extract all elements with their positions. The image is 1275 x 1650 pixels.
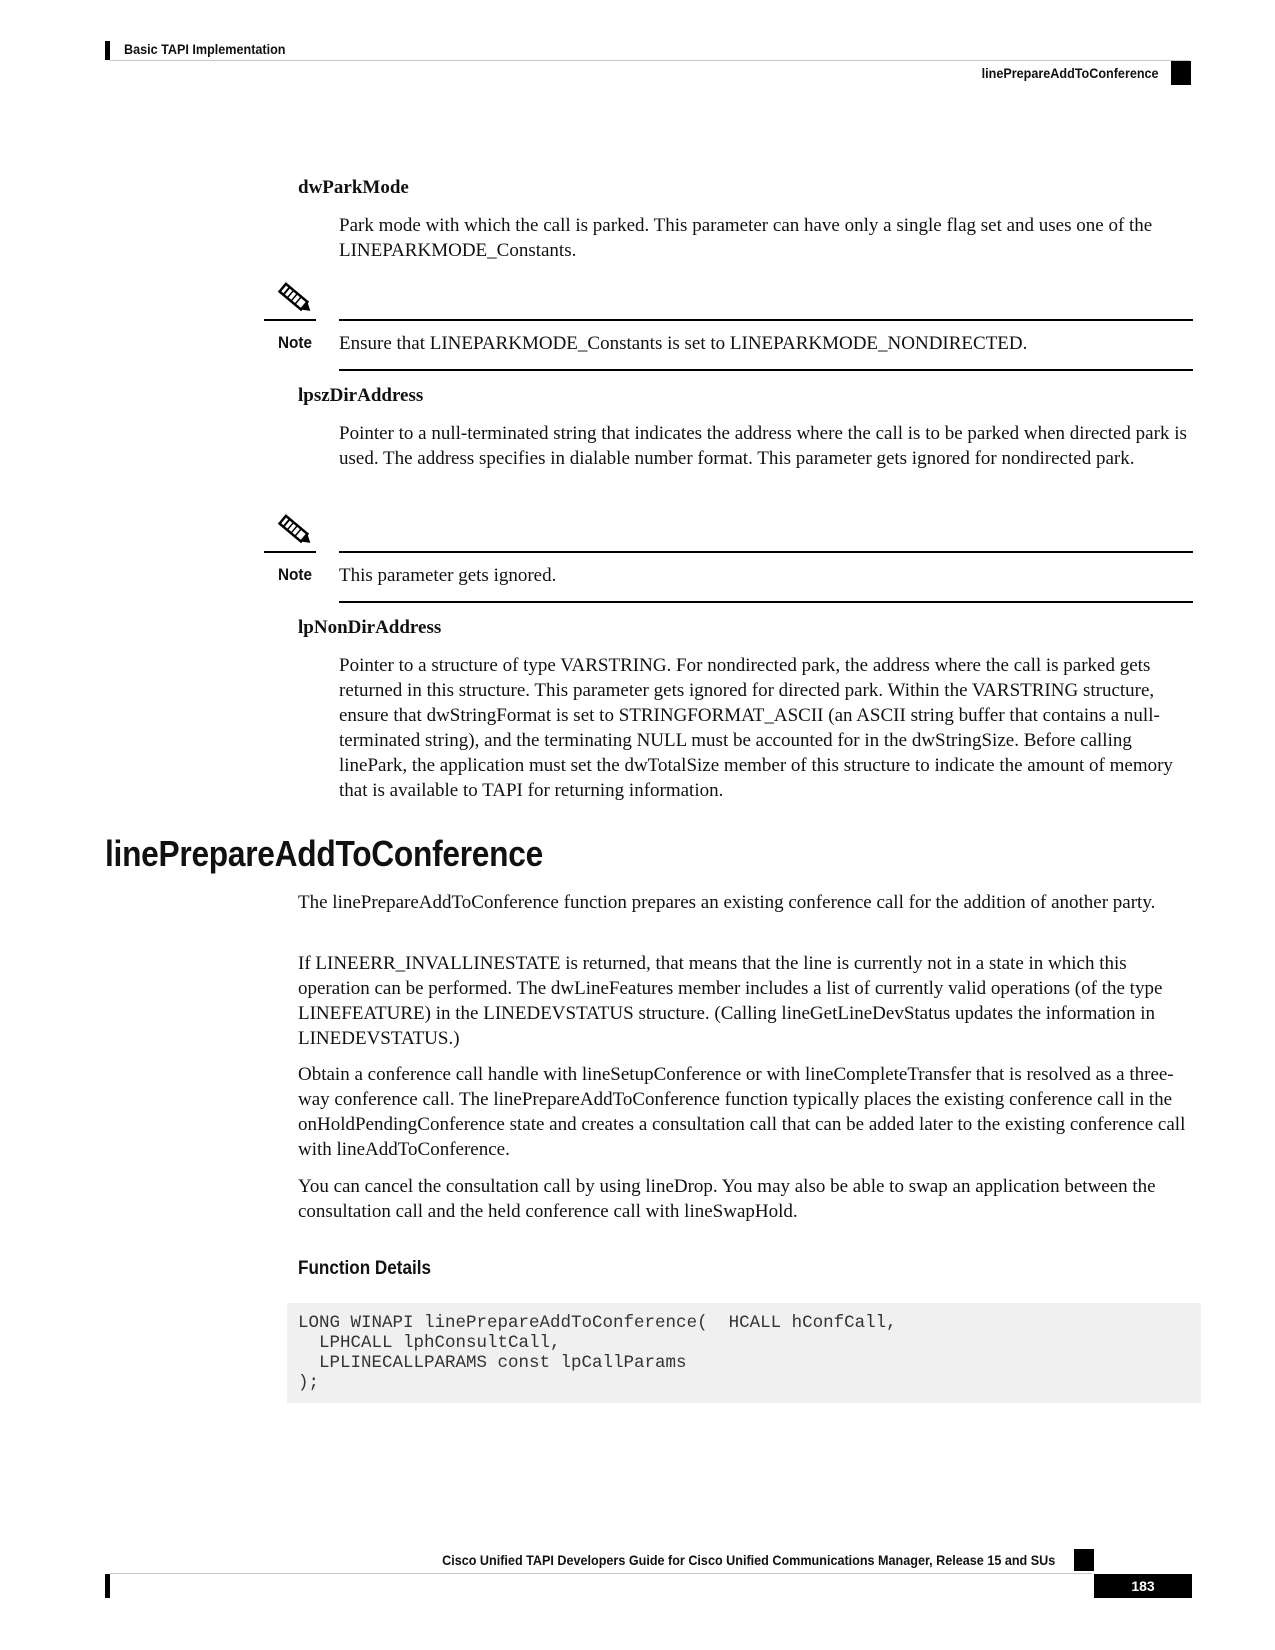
section-paragraph: If LINEERR_INVALLINESTATE is returned, that means that the line is currently not in a state in which this operation can be performed. The dwLineFeatures member includes a list of currently valid operations (of the type LINEFEATURE) in the LINEDEVSTATUS structure. (Calling lineGetLineDevStatus updates the information in LINEDEVSTATUS.) [298,953,1163,1049]
note-text: Ensure that LINEPARKMODE_Constants is set to LINEPARKMODE_NONDIRECTED. [339,333,1028,354]
footer-marker-block [1074,1549,1094,1571]
section-paragraph: Obtain a conference call handle with lineSetupConference or with lineCompleteTransfer that is resolved as a three-way conference call. The linePrepareAddToConference function typically places the existing conference call in the onHoldPendingConference state and creates a consultation call that can be added later to the existing conference call with lineAddToConference. [298,1064,1186,1160]
pencil-note-icon [273,510,317,550]
code-text: LONG WINAPI linePrepareAddToConference( HCALL hConfCall, LPHCALL lphConsultCall, LPLINECALLPARAMS const lpCallParams ); [298,1313,897,1393]
note-rule-top [339,319,1193,321]
param-description-lpnondiraddress: Pointer to a structure of type VARSTRING. For nondirected park, the address where the call is parked gets returned in this structure. This parameter gets ignored for directed park. Within the VARSTRING structure, ensure that dwStringFormat is set to STRINGFORMAT_ASCII (an ASCII string buffer that contains a null-terminated string), and the terminating NULL must be accounted for in the dwStringSize. Before calling linePark, the application must set the dwTotalSize member of this structure to indicate the amount of memory that is available to TAPI for returning information. [339,655,1173,801]
note-text: This parameter gets ignored. [339,565,557,586]
page-number: 183 [1094,1574,1192,1598]
note-label: Note [278,565,313,584]
param-name-lpszdiraddress: lpszDirAddress [298,385,424,406]
footer-rule [110,1573,1092,1574]
note-rule-top [339,551,1193,553]
note-rule-bottom [339,601,1193,603]
note-rule-bottom [339,369,1193,371]
note-rule-short [264,319,316,321]
code-block [287,1303,1201,1403]
header-marker-bar [105,41,110,60]
running-header-section: Basic TAPI Implementation [124,41,286,57]
running-header-topic: linePrepareAddToConference [982,65,1159,81]
note-rule-short [264,551,316,553]
header-marker-block [1171,61,1191,85]
param-name-dwparkmode: dwParkMode [298,177,409,198]
section-paragraph: The linePrepareAddToConference function prepares an existing conference call for the addition of another party. [298,892,1156,913]
header-rule [110,60,1190,61]
param-name-lpnondiraddress: lpNonDirAddress [298,617,442,638]
section-paragraph: You can cancel the consultation call by using lineDrop. You may also be able to swap an application between the consultation call and the held conference call with lineSwapHold. [298,1176,1156,1222]
footer-title: Cisco Unified TAPI Developers Guide for Cisco Unified Communications Manager, Release 15 and SUs [441,1552,1055,1568]
pencil-note-icon [273,278,317,318]
function-details-heading: Function Details [298,1258,432,1279]
param-description-dwparkmode: Park mode with which the call is parked. This parameter can have only a single flag set and uses one of the LINEPARKMODE_Constants. [339,215,1153,261]
param-description-lpszdiraddress: Pointer to a null-terminated string that indicates the address where the call is to be parked when directed park is used. The address specifies in dialable number format. This parameter gets ignored for nondirected park. [339,423,1187,469]
footer-marker-bar [105,1574,110,1598]
section-title: linePrepareAddToConference [105,833,543,874]
note-label: Note [278,333,313,352]
